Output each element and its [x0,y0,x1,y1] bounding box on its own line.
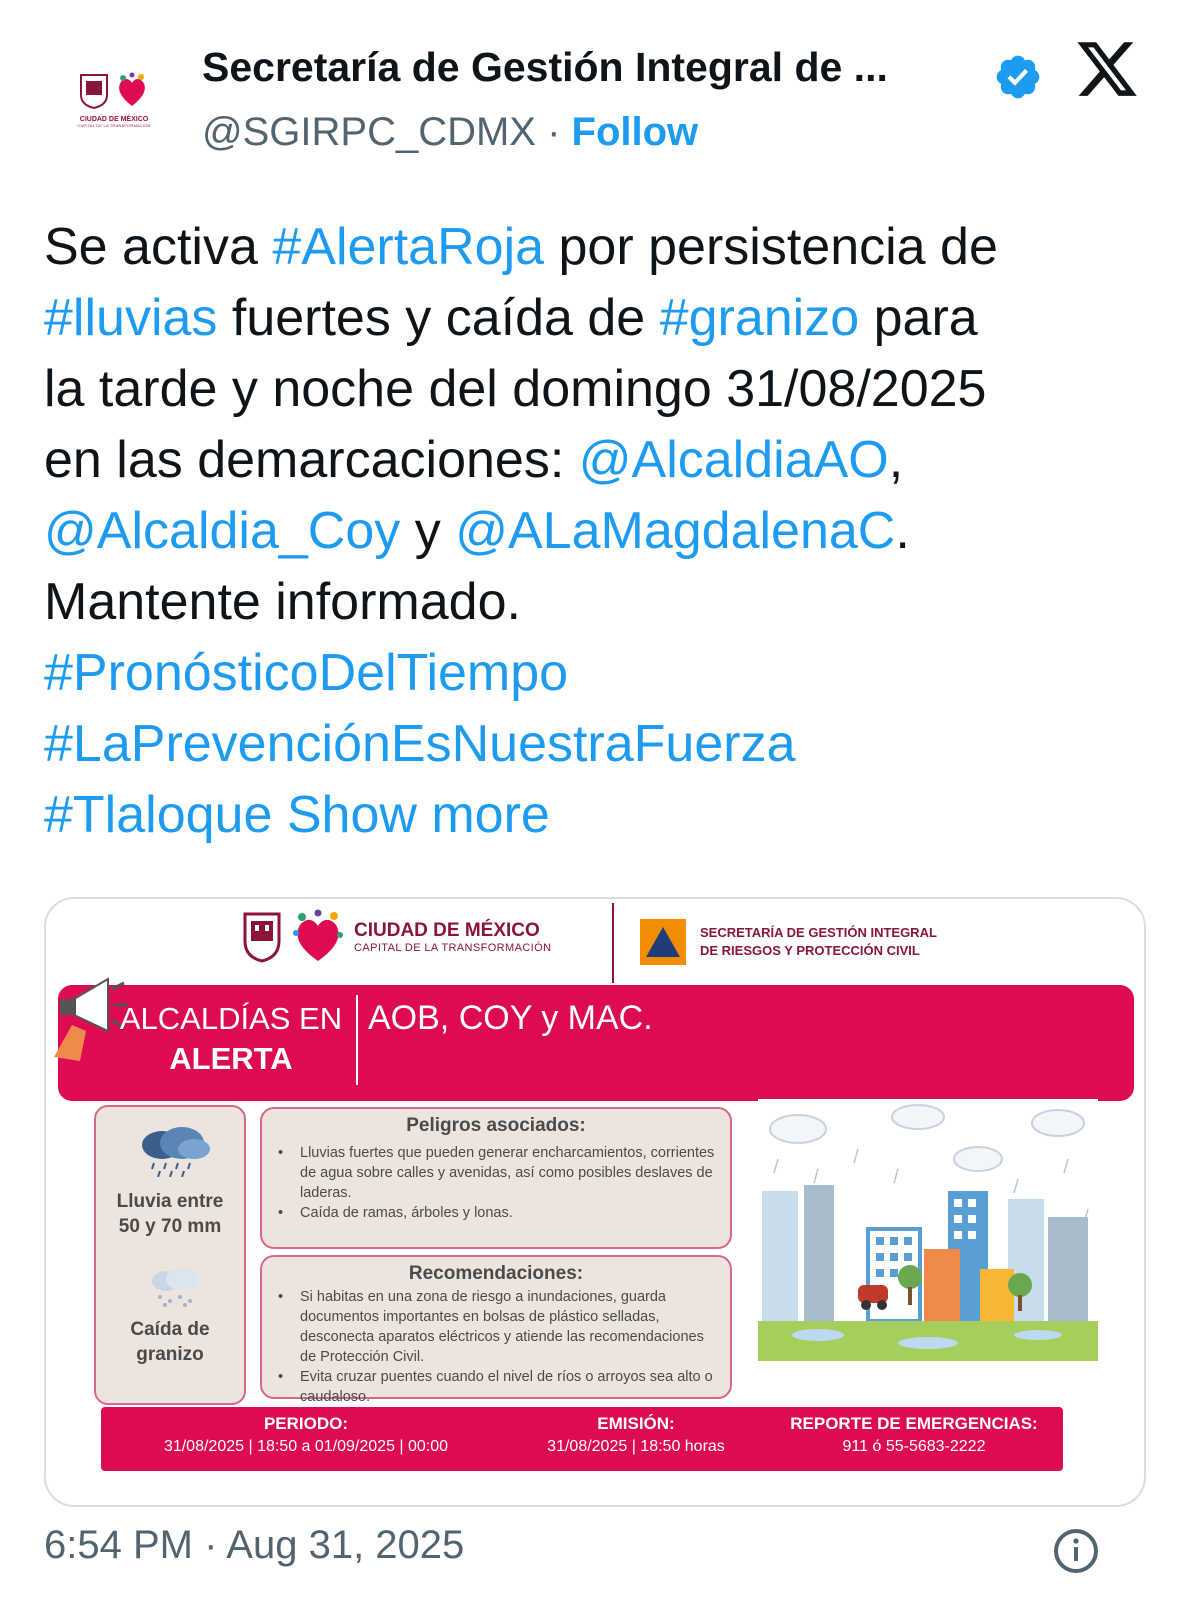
timestamp[interactable]: 6:54 PM · Aug 31, 2025 [44,1523,465,1567]
tweet-text-segment: fuertes y caída de [217,289,660,347]
emergency-label: REPORTE DE EMERGENCIAS: [790,1414,1038,1433]
period-info [116,1413,496,1459]
tweet-line [44,496,1154,567]
rain-label-1: Lluvia entre [116,1191,224,1212]
hashtag-link[interactable]: #PronósticoDelTiempo [44,644,569,702]
mention-link[interactable]: @AlcaldiaAO [578,431,889,489]
emergency-info [774,1413,1054,1459]
hazard-item: • Caída de ramas, árboles y lonas. [278,1203,722,1223]
tweet-line [44,212,1154,283]
follow-button[interactable]: Follow [571,110,699,154]
sgirpc-line-2: DE RIESGOS Y PROTECCIÓN CIVIL [700,943,920,958]
civil-protection-icon [640,919,686,965]
tweet-line [44,425,1154,496]
tweet-text-segment: la tarde y noche del domingo 31/08/2025 [44,360,987,418]
recommendation-item: • Si habitas en una zona de riesgo a inundaciones, guarda documentos importantes en bolsas de plástico selladas, desconecta aparatos eléctricos y atiende las recomendaciones de Protección Civil. [278,1287,722,1367]
alert-line-1: ALCALDÍAS EN [119,1001,343,1036]
tweet-text [44,212,1154,851]
hail-icon [146,1267,202,1307]
tweet-line [44,780,1154,851]
separator: · [535,110,572,154]
hashtag-link[interactable]: #LaPrevenciónEsNuestraFuerza [44,715,796,773]
emission-info [516,1413,756,1459]
mention-link[interactable]: @ALaMagdalenaC [455,502,896,560]
cdmx-shield-icon [242,911,282,963]
hashtag-link[interactable]: #lluvias [44,289,218,347]
hazards-list [262,1143,730,1223]
hazards-title: Peligros asociados: [406,1115,586,1136]
handle[interactable]: @SGIRPC_CDMX [202,110,536,154]
hazards-box [260,1107,732,1249]
header-divider [612,903,614,983]
hashtag-link[interactable]: #Tlaloque [44,786,273,844]
show-more-link[interactable]: Show more [286,786,550,844]
recommendations-list [262,1287,730,1407]
info-icon[interactable] [1052,1527,1100,1575]
tweet-line [44,567,1154,638]
tweet-text-segment [272,786,286,844]
period-value: 31/08/2025 | 18:50 a 01/09/2025 | 00:00 [163,1438,449,1455]
cdmx-subtitle: CAPITAL DE LA TRANSFORMACIÓN [354,942,552,954]
tweet-text-segment: para [859,289,978,347]
emission-value: 31/08/2025 | 18:50 horas [547,1438,725,1455]
cdmx-logo [242,907,551,967]
mention-link[interactable]: @Alcaldia_Coy [44,502,401,560]
alert-line-2: ALERTA [169,1041,293,1076]
cdmx-title: CIUDAD DE MÉXICO [354,920,540,941]
avatar[interactable] [44,30,184,170]
tweet-text-segment: por persistencia de [544,218,998,276]
tweet-text-segment: . [895,502,910,560]
tweet-line [44,638,1154,709]
display-name[interactable]: Secretaría de Gestión Integral de ... [202,44,888,90]
verified-badge-icon [993,52,1043,102]
alert-title [106,999,356,1079]
tweet-text-segment: , [888,431,904,489]
tweet-image[interactable] [44,897,1146,1507]
hashtag-link[interactable]: #granizo [659,289,860,347]
emergency-value: 911 ó 55-5683-2222 [842,1438,986,1455]
rainy-city-illustration [758,1099,1098,1399]
weather-box [94,1105,246,1405]
recommendation-item: • Evita cruzar puentes cuando el nivel de ríos o arroyos sea alto o caudaloso. [278,1367,722,1407]
rain-label [96,1189,244,1239]
hail-label-2: granizo [136,1344,204,1365]
cloud-rain-icon [134,1125,212,1177]
hail-label-1: Caída de [130,1319,210,1340]
rain-label-2: 50 y 70 mm [118,1216,222,1237]
x-logo-icon[interactable] [1074,36,1140,102]
recommendations-title: Recomendaciones: [408,1263,584,1284]
tweet-text-segment: Se activa [44,218,273,276]
tweet-text-segment: Mantente informado. [44,573,521,631]
card-header [46,899,1144,991]
hail-label [96,1317,244,1367]
hazard-item: • Lluvias fuertes que pueden generar encharcamientos, corrientes de agua sobre calles y avenidas, así como posibles deslaves de laderas. [278,1143,722,1203]
recommendations-box [260,1255,732,1405]
tweet-line [44,283,1154,354]
handle-row [202,110,698,155]
avatar-logos [79,72,149,110]
emission-label: EMISIÓN: [597,1414,675,1433]
tweet-line [44,709,1154,780]
cdmx-shield-icon [79,73,109,109]
heart-logo-icon [292,907,344,967]
tweet-line [44,354,1154,425]
avatar-subtitle: CAPITAL DE LA TRANSFORMACIÓN [77,123,151,128]
tweet-text-segment: en las demarcaciones: [44,431,579,489]
tweet-text-segment: y [400,502,456,560]
hashtag-link[interactable]: #AlertaRoja [272,218,545,276]
alert-divider [356,995,358,1085]
alert-value: AOB, COY y MAC. [368,999,653,1037]
sgirpc-logo [640,919,937,965]
sgirpc-line-1: SECRETARÍA DE GESTIÓN INTEGRAL [700,925,937,940]
avatar-title: CIUDAD DE MÉXICO [79,116,149,123]
period-label: PERIODO: [263,1414,349,1433]
heart-logo-icon [115,72,149,110]
